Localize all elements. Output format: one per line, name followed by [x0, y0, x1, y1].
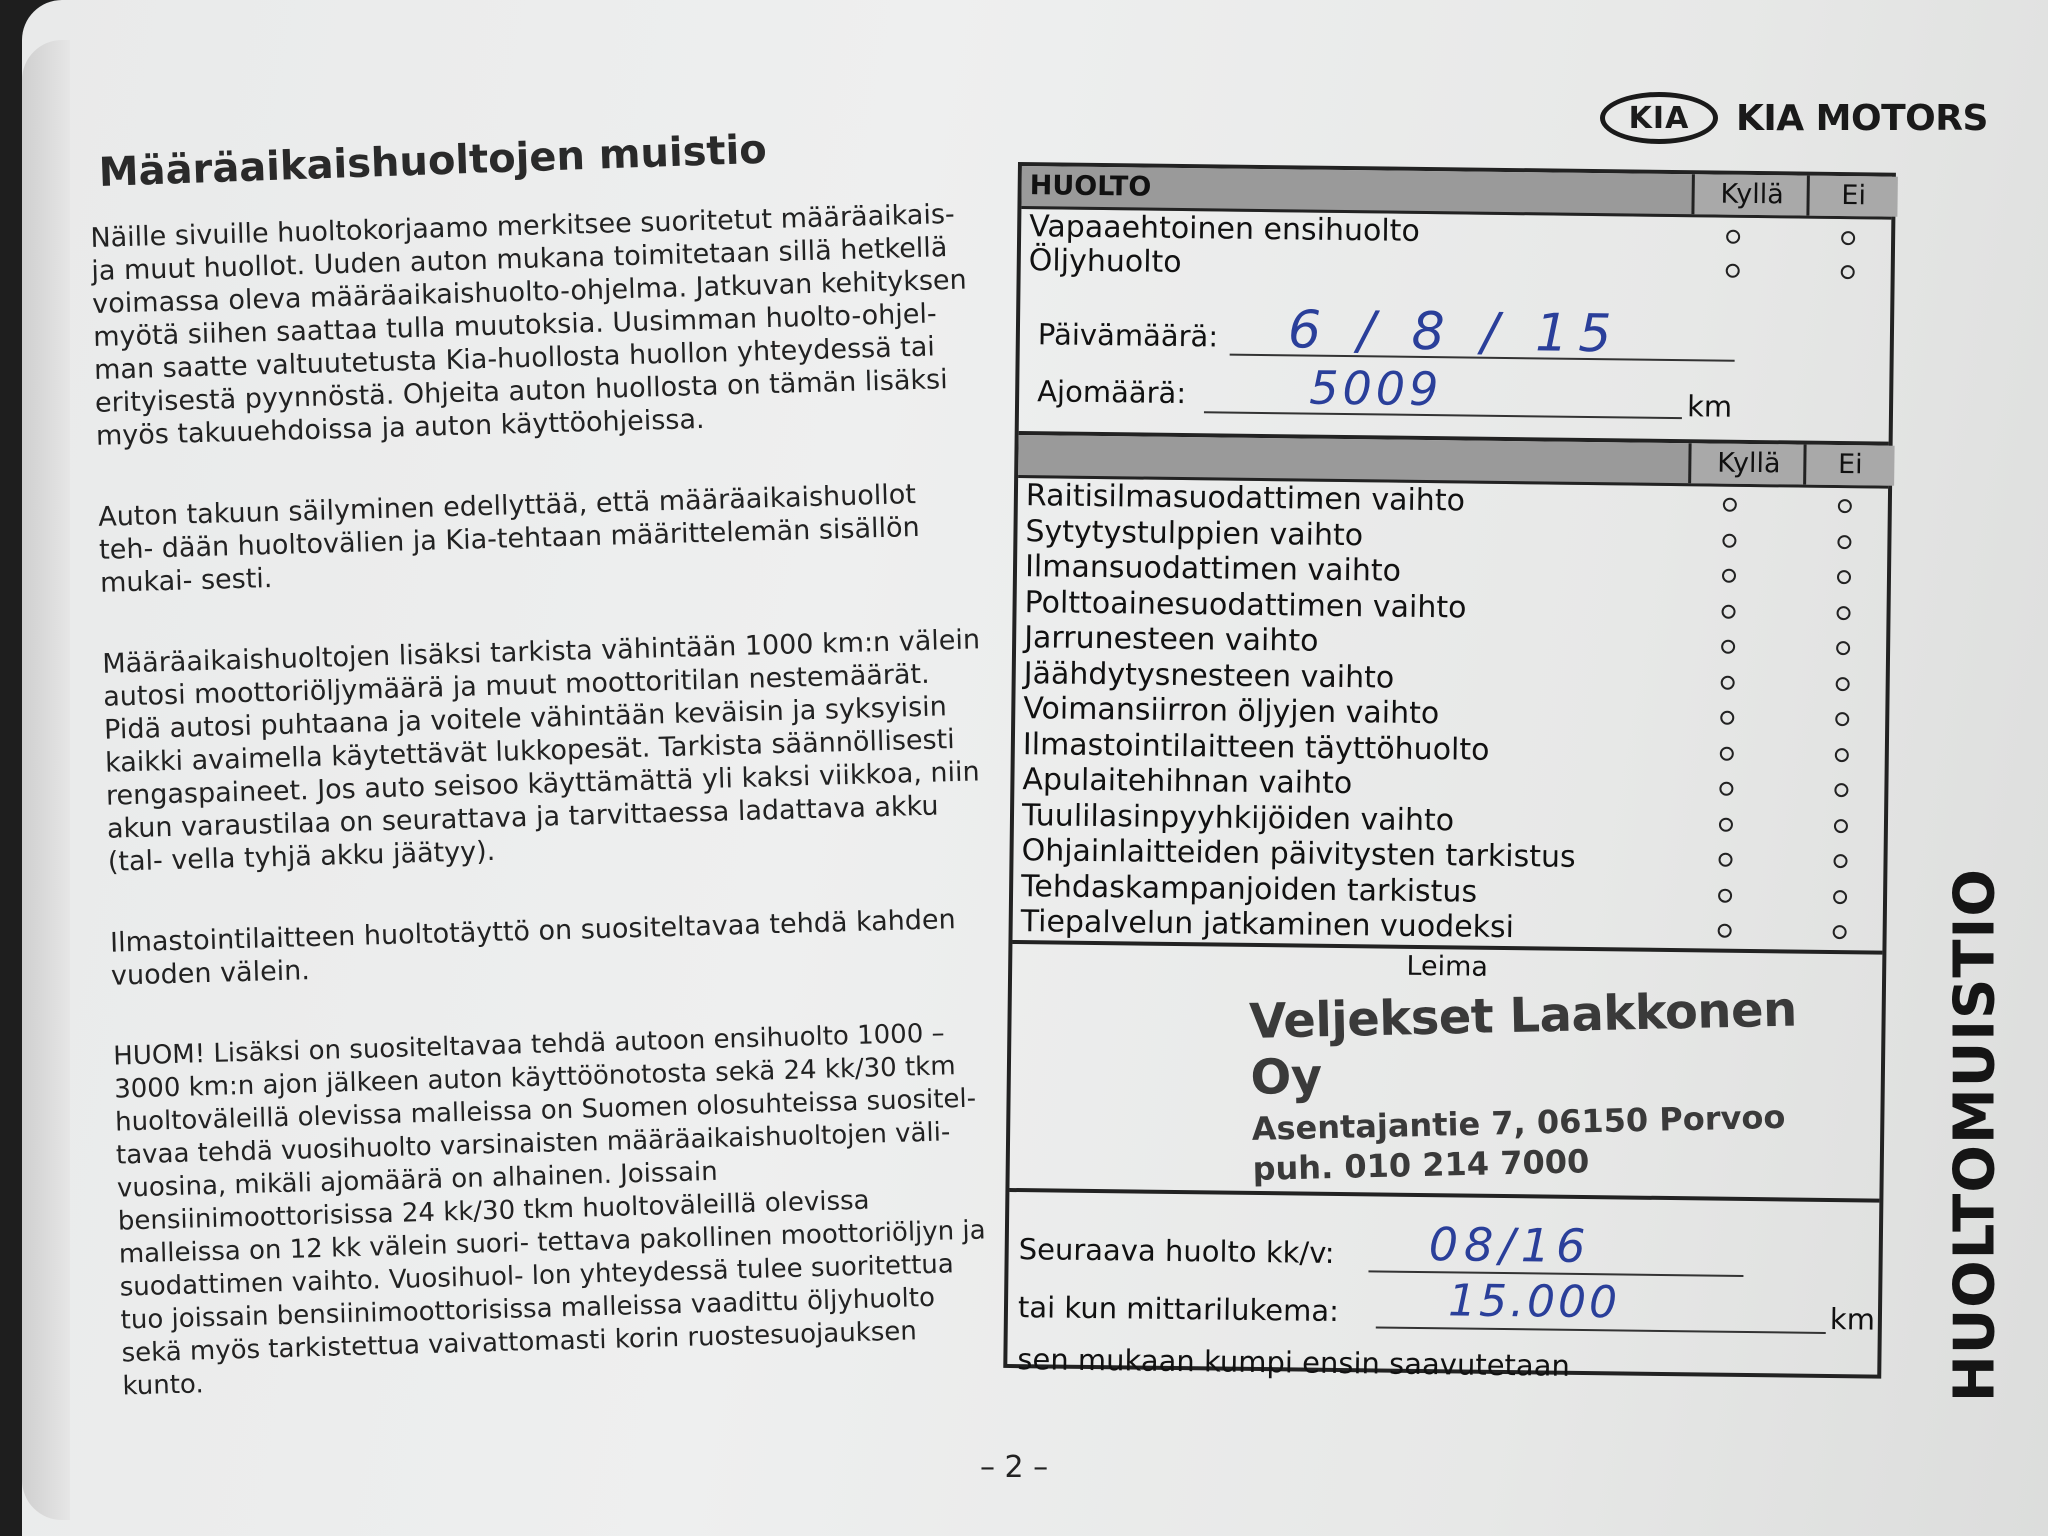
checklist-item: Tuulilasinpyyhkijöiden vaihto: [1021, 797, 1455, 838]
col-yes-header: Kyllä: [1691, 174, 1809, 215]
checkbox-yes[interactable]: [1720, 746, 1734, 760]
checkbox-no[interactable]: [1833, 890, 1847, 904]
stamp-phone: puh. 010 214 7000: [1252, 1141, 1590, 1188]
stamp-section: [1009, 939, 1882, 1198]
date-label: Päivämäärä:: [1037, 317, 1219, 354]
checklist-item: Ilmastointilaitteen täyttöhuolto: [1022, 726, 1490, 768]
checkbox-no[interactable]: [1836, 677, 1850, 691]
checkbox-yes[interactable]: [1719, 817, 1733, 831]
checklist-item: Raitisilmasuodattimen vaihto: [1025, 478, 1466, 519]
stamp-label: Leima: [1406, 950, 1489, 983]
checkbox-yes[interactable]: [1718, 853, 1732, 867]
checkbox-yes[interactable]: [1718, 888, 1732, 902]
mileage-label: Ajomäärä:: [1036, 374, 1187, 411]
kia-emblem-text: KIA: [1628, 100, 1690, 136]
whichever-text: sen mukaan kumpi ensin saavutetaan: [1017, 1341, 1571, 1383]
service-form: [1003, 162, 1896, 1383]
checklist-item: Jäähdytysnesteen vaihto: [1023, 655, 1395, 696]
odometer-label: tai kun mittarilukema:: [1017, 1289, 1340, 1328]
checkbox-no[interactable]: [1836, 606, 1850, 620]
paragraph: Näille sivuille huoltokorjaamo merkitsee suoritetut määräaikais- ja muut huollot. Uuden auton mukana toimitetaan sillä hetkellä voimassa oleva määräaikaishuolto-ohjelma. Jatkuvan kehityksen myötä siihen saattaa tulla muutoksia. Uusimman huolto-ohjel- man saatte valtuutetusta Kia-huollosta huollon yhteydessä tai erityisestä pyynnöstä. Ohjeita auton huollosta on tämän lisäksi myös takuuehdoissa ja auton käyttöohjeissa.: [90, 198, 968, 452]
checkbox-no[interactable]: [1835, 748, 1849, 762]
mileage-line: [1204, 411, 1682, 419]
checkbox-yes[interactable]: [1722, 533, 1736, 547]
checklist-item: Tehdaskampanjoiden tarkistus: [1020, 868, 1478, 910]
col-yes-header: Kyllä: [1688, 443, 1806, 484]
checkbox-yes[interactable]: [1726, 230, 1740, 244]
checkbox-yes[interactable]: [1721, 675, 1735, 689]
page-title: Määräaikaishuoltojen muistio: [98, 126, 768, 196]
next-service-handwritten: 08/16: [1428, 1216, 1592, 1273]
kia-logo: [1600, 92, 1988, 144]
brand-name: KIA MOTORS: [1736, 97, 1988, 139]
checkbox-no[interactable]: [1838, 499, 1852, 513]
paragraph: Auton takuun säilyminen edellyttää, että määräaikaishuollot teh- dään huoltovälien ja Kia-tehtaan määrittelemän sisällön mukai- sesti.: [97, 479, 921, 599]
checklist-item: Ilmansuodattimen vaihto: [1024, 549, 1402, 589]
checkbox-no[interactable]: [1837, 570, 1851, 584]
paragraph: HUOM! Lisäksi on suositeltavaa tehdä autoon ensihuolto 1000 – 3000 km:n ajon jälkeen auton käyttöönotosta sekä 24 kk/30 tkm huoltoväleillä olevissa malleissa on Suomen olosuhteissa suositel- tavaa tehdä vuosihuolto varsinaisten määräaikaishuoltojen väli- vuosina, mikäli ajomäärä on alhainen. Joissain bensiinimoottorisissa 24 kk/30 tkm huoltoväleillä olevissa malleissa on 12 kk välein suori- tettava pakollinen moottoriöljyn ja suodattimen vaihto. Vuosihuol- lon yhteydessä tulee suoritettua tuo joissain bensiinimoottorisissa malleissa vaadittu öljyhuolto sekä myös tarkistettua vaivattomasti korin ruostesuojauksen kunto.: [112, 1018, 986, 1402]
checkbox-yes[interactable]: [1723, 498, 1737, 512]
intro-text: [90, 197, 1004, 1451]
odometer-unit: km: [1829, 1301, 1876, 1337]
col-no-header: Ei: [1803, 445, 1894, 486]
mileage-handwritten: 5009: [1308, 360, 1443, 417]
paragraph: Määräaikaishuoltojen lisäksi tarkista vähintään 1000 km:n välein autosi moottoriöljymäärä ja muut moottoritilan nestemäärät. Pidä autosi puhtaana ja voitele vähintään keväisin ja syksyisin kaikki avaimella käytettävät lukkopesät. Tarkista säännöllisesti rengaspaineet. Jos auto seisoo käyttämättä yli kaksi viikkoa, niin akun varaustilaa on seurattava ja tarvittaessa ladattava akku (tal- vella tyhjä akku jäätyy).: [101, 624, 981, 878]
checkbox-no[interactable]: [1834, 783, 1848, 797]
option-first-service: Vapaaehtoinen ensihuolto: [1028, 209, 1421, 249]
service-type-section: [1019, 209, 1892, 446]
col-no-header: Ei: [1806, 176, 1897, 217]
checkbox-yes[interactable]: [1719, 782, 1733, 796]
checkbox-no[interactable]: [1833, 925, 1847, 939]
checklist-item: Ohjainlaitteiden päivitysten tarkistus: [1021, 833, 1576, 875]
dealer-stamp: [1249, 979, 1883, 1187]
option-oil-service: Öljyhuolto: [1028, 243, 1182, 281]
stamp-company: Veljekset Laakkonen Oy: [1248, 981, 1798, 1106]
odometer-handwritten: 15.000: [1447, 1274, 1621, 1328]
checkbox-no[interactable]: [1836, 641, 1850, 655]
date-handwritten: 6 / 8 / 15: [1287, 300, 1622, 365]
checklist-item: Tiepalvelun jatkaminen vuodeksi: [1020, 904, 1515, 946]
checkbox-no[interactable]: [1833, 854, 1847, 868]
checkbox-yes[interactable]: [1720, 711, 1734, 725]
kia-emblem-icon: [1600, 92, 1718, 144]
checklist-item: Sytytystulppien vaihto: [1025, 513, 1364, 553]
checklist: [1013, 478, 1889, 950]
page-number: – 2 –: [980, 1450, 1049, 1485]
checkbox-yes[interactable]: [1722, 569, 1736, 583]
next-service-label: Seuraava huolto kk/v:: [1018, 1231, 1335, 1270]
page-edge: [22, 40, 70, 1520]
form-header-title: HUOLTO: [1029, 170, 1152, 203]
paragraph: Ilmastointilaitteen huoltotäyttö on suositeltavaa tehdä kahden vuoden välein.: [109, 904, 957, 992]
checklist-item: Polttoainesuodattimen vaihto: [1024, 584, 1467, 626]
checkbox-no[interactable]: [1837, 535, 1851, 549]
checkbox-no[interactable]: [1835, 712, 1849, 726]
checklist-item: Jarrunesteen vaihto: [1023, 620, 1319, 659]
stamp-address: Asentajantie 7, 06150 Porvoo: [1251, 1097, 1786, 1148]
mileage-unit: km: [1686, 389, 1733, 424]
checkbox-yes[interactable]: [1721, 604, 1735, 618]
checkbox-yes[interactable]: [1721, 640, 1735, 654]
checkbox-yes[interactable]: [1718, 924, 1732, 938]
checkbox-no[interactable]: [1834, 819, 1848, 833]
checkbox-no[interactable]: [1841, 265, 1855, 279]
checkbox-yes[interactable]: [1726, 264, 1740, 278]
next-service-section: [1007, 1187, 1879, 1383]
side-label-text: HUOLTOMUISTIO: [1942, 868, 2008, 1403]
checklist-item: Apulaitehihnan vaihto: [1022, 762, 1353, 802]
checkbox-no[interactable]: [1841, 231, 1855, 245]
checklist-item: Voimansiirron öljyjen vaihto: [1023, 691, 1440, 732]
